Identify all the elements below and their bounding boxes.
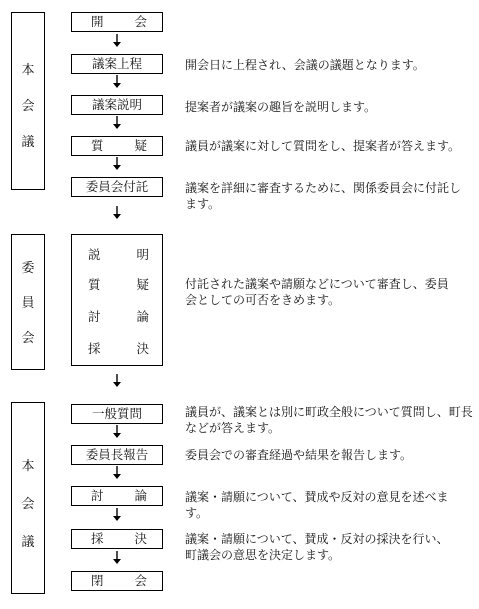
description-explain: 提案者が議案の趣旨を説明します。 bbox=[185, 100, 377, 114]
step-text: 論 bbox=[134, 488, 147, 503]
down-arrow-icon bbox=[112, 508, 122, 522]
step-text: 論 bbox=[136, 309, 149, 324]
step-text: 開 bbox=[91, 14, 104, 29]
section-char: 委 bbox=[21, 261, 35, 276]
step-text: 質 bbox=[91, 138, 104, 153]
committee-step bbox=[72, 277, 164, 293]
down-arrow-icon bbox=[112, 206, 122, 220]
step-vote bbox=[71, 529, 163, 549]
down-arrow-icon bbox=[112, 374, 122, 388]
step-general-question bbox=[71, 404, 163, 424]
step-explain bbox=[71, 95, 163, 115]
step-text: 疑 bbox=[134, 138, 147, 153]
down-arrow-icon bbox=[112, 425, 122, 439]
step-close bbox=[71, 571, 163, 591]
description-agenda: 開会日に上程され、会議の議題となります。 bbox=[185, 58, 425, 72]
step-open bbox=[71, 12, 163, 32]
step-text: 決 bbox=[136, 341, 149, 356]
step-chair-report bbox=[71, 445, 163, 465]
step-debate bbox=[71, 486, 163, 506]
step-text: 質 bbox=[88, 277, 101, 292]
section-char: 本 bbox=[21, 63, 35, 78]
committee-step bbox=[72, 309, 164, 325]
down-arrow-icon bbox=[112, 551, 122, 565]
step-text: 議案上程 bbox=[91, 56, 142, 71]
description-debate: 議案・請願について、賛成や反対の意見を述べます。 bbox=[185, 490, 449, 520]
step-agenda bbox=[71, 54, 163, 74]
step-text: 採 bbox=[91, 531, 104, 546]
step-text: 討 bbox=[91, 488, 104, 503]
step-text: 採 bbox=[88, 341, 101, 356]
section-char: 会 bbox=[21, 331, 35, 346]
step-text: 明 bbox=[136, 247, 149, 262]
section-plenary-bottom bbox=[11, 402, 45, 594]
committee-step bbox=[72, 341, 164, 357]
step-text: 疑 bbox=[136, 277, 149, 292]
down-arrow-icon bbox=[112, 75, 122, 89]
section-char: 会 bbox=[21, 497, 35, 512]
down-arrow-icon bbox=[112, 116, 122, 130]
description-committee: 付託された議案や請願などについて審査し、委員会としての可否をきめます。 bbox=[185, 277, 449, 307]
section-committee bbox=[11, 234, 45, 370]
step-text: 閉 bbox=[91, 573, 104, 588]
section-char: 本 bbox=[21, 459, 35, 474]
description-vote: 議案・請願について、賛成・反対の採決を行い、町議会の意思を決定します。 bbox=[185, 532, 449, 562]
step-text: 会 bbox=[134, 14, 147, 29]
step-text: 決 bbox=[134, 531, 147, 546]
section-plenary-top bbox=[11, 12, 45, 190]
committee-step bbox=[72, 247, 164, 263]
description-refer: 議案を詳細に審査するために、関係委員会に付託します。 bbox=[185, 181, 462, 211]
committee-steps bbox=[71, 234, 163, 366]
step-text: 委員長報告 bbox=[85, 447, 149, 462]
description-chair-report: 委員会での審査経過や結果を報告します。 bbox=[185, 448, 413, 462]
down-arrow-icon bbox=[112, 157, 122, 171]
description-qa: 議員が議案に対して質問をし、提案者が答えます。 bbox=[185, 139, 461, 153]
step-text: 説 bbox=[88, 247, 101, 262]
description-general-question: 議員が、議案とは別に町政全般について質問し、町長などが答えます。 bbox=[185, 405, 473, 435]
step-text: 一般質問 bbox=[91, 406, 142, 421]
down-arrow-icon bbox=[112, 34, 122, 48]
step-text: 議案説明 bbox=[91, 97, 142, 112]
section-char: 議 bbox=[21, 535, 35, 550]
step-text: 討 bbox=[88, 309, 101, 324]
step-qa bbox=[71, 136, 163, 156]
section-char: 議 bbox=[21, 135, 35, 150]
step-text: 委員会付託 bbox=[85, 179, 149, 194]
section-char: 員 bbox=[21, 296, 35, 311]
section-char: 会 bbox=[21, 99, 35, 114]
step-refer bbox=[71, 177, 163, 197]
down-arrow-icon bbox=[112, 466, 122, 480]
step-text: 会 bbox=[134, 573, 147, 588]
